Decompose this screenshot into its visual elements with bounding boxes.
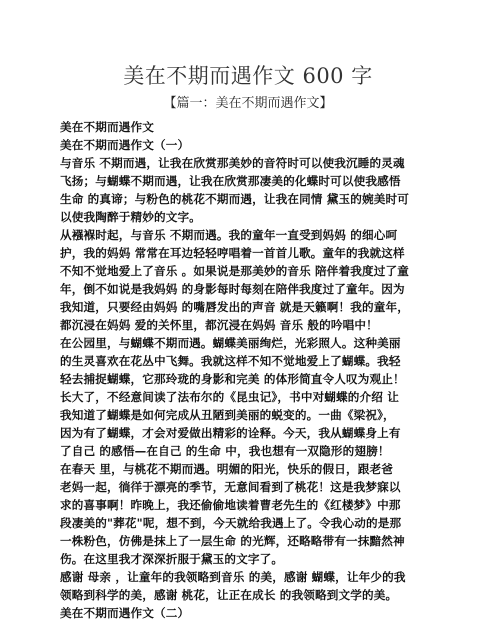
document-body <box>60 118 460 622</box>
body-line: 不知不觉地爱上了音乐 。如果说是那美妙的音乐 陪伴着我度过了童 <box>60 264 409 278</box>
body-line: 伤。在这里我才深深折服于黛玉的文字了。 <box>60 552 284 566</box>
body-line: 我知道，只要经由妈妈 的嘴唇发出的声音 就是天籁啊！我的童年， <box>60 300 409 314</box>
body-line: 老妈一起，徜徉于漂亮的季节，无意间看到了桃花！这是我梦寐以 <box>60 480 401 494</box>
document-title: 美在不期而遇作文 600 字 <box>123 64 373 88</box>
body-line: 年，倒不如说是我妈妈 的身影每时每刻在陪伴我度过了童年。因为 <box>60 282 405 296</box>
body-line: 感谢 母亲 ，让童年的我领略到音乐 的美，感谢 蝴蝶，让年少的我 <box>60 570 406 584</box>
body-line: 从襁褓时起，与音乐 不期而遇。我的童年一直受到妈妈 的细心呵 <box>60 228 398 242</box>
body-line: 轻去捕捉蝴蝶，它那玲珑的身影和完美 的体形简直令人叹为观止！ <box>60 372 405 386</box>
body-line: 美在不期而遇作文（二） <box>60 606 190 620</box>
body-line: 以使我陶醉于精妙的文字。 <box>60 210 201 224</box>
body-line: 因为有了蝴蝶，才会对爱做出精彩的诠释。今天，我从蝴蝶身上有 <box>60 426 401 440</box>
body-line: 的生灵喜欢在花丛中飞舞。我就这样不知不觉地爱上了蝴蝶。我轻 <box>60 354 401 368</box>
body-line: 与音乐 不期而遇，让我在欣赏那美妙的音符时可以使我沉睡的灵魂 <box>60 156 405 170</box>
body-line: 美在不期而遇作文（一） <box>60 138 190 152</box>
body-line: 美在不期而遇作文 <box>60 120 154 134</box>
body-line: 一株粉色，仿佛是抹上了一层生命 的光辉，还略略带有一抹黯然神 <box>60 534 405 548</box>
body-line: 飞扬；与蝴蝶不期而遇，让我在欣赏那凄美的化蝶时可以使我感悟 <box>60 174 401 188</box>
body-line: 生命 的真谛；与粉色的桃花不期而遇，让我在同情 黛玉的婉美时可 <box>60 192 409 206</box>
body-line: 在公园里，与蝴蝶不期而遇。蝴蝶美丽绚烂，光彩照人。这种美丽 <box>60 336 401 350</box>
body-line: 在春天 里，与桃花不期而遇。明媚的阳光，快乐的假日，跟老爸 <box>60 462 394 476</box>
body-line: 求的喜事啊！昨晚上，我还偷偷地读着曹老先生的《红楼梦》中那 <box>60 498 401 512</box>
body-line: 我知道了蝴蝶是如何完成从丑陋到美丽的蜕变的。一曲《梁祝》， <box>60 408 395 422</box>
body-line: 了自己 的感悟—在自己 的生命 中，我也想有一双隐形的翅膀！ <box>60 444 390 458</box>
body-line: 长大了，不经意间读了法布尔的《昆虫记》，书中对蝴蝶的介绍 让 <box>60 390 399 404</box>
body-line: 领略到科学的美，感谢 桃花，让正在成长 的我领略到文学的美。 <box>60 588 398 602</box>
body-line: 都沉浸在妈妈 爱的关怀里，都沉浸在妈妈 音乐 般的吟唱中！ <box>60 318 378 332</box>
body-line: 段凄美的"葬花"呢，想不到，今天就给我遇上了。令我心动的是那 <box>60 516 402 530</box>
body-line: 护，我的妈妈 常常在耳边轻轻哼唱着一首首儿歌。童年的我就这样 <box>60 246 405 260</box>
document-subtitle: 【篇一：美在不期而遇作文】 <box>163 96 333 111</box>
